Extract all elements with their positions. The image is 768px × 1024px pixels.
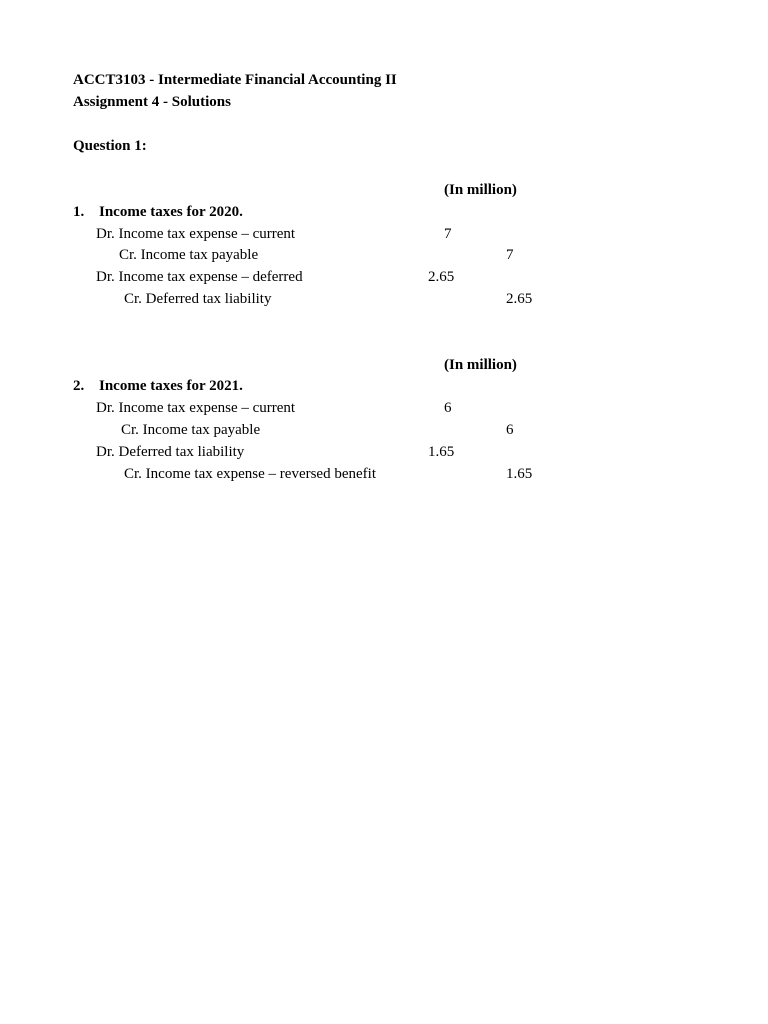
journal-line-text: Cr. Income tax expense – reversed benefit (124, 466, 376, 482)
journal-line-text: Dr. Income tax expense – current (96, 400, 296, 416)
journal-line-text: Cr. Income tax payable (119, 247, 259, 263)
unit-label: (In million) (444, 357, 517, 373)
credit-amount: 6 (506, 422, 514, 438)
unit-label: (In million) (444, 182, 517, 198)
journal-line-text: Dr. Income tax expense – deferred (96, 269, 303, 285)
course-title: ACCT3103 - Intermediate Financial Accounting II (73, 72, 397, 88)
debit-amount: 6 (444, 400, 452, 416)
debit-amount: 7 (444, 226, 452, 242)
debit-amount: 1.65 (428, 444, 455, 460)
entry-number: 1. (73, 204, 85, 220)
credit-amount: 1.65 (506, 466, 533, 482)
journal-line-text: Dr. Income tax expense – current (96, 226, 296, 242)
entry-title: Income taxes for 2020. (99, 204, 243, 220)
credit-amount: 7 (506, 247, 514, 263)
entry-title: Income taxes for 2021. (99, 378, 243, 394)
journal-line-text: Dr. Deferred tax liability (96, 444, 245, 460)
credit-amount: 2.65 (506, 291, 533, 307)
journal-line-text: Cr. Deferred tax liability (124, 291, 272, 307)
journal-line-text: Cr. Income tax payable (121, 422, 261, 438)
assignment-title: Assignment 4 - Solutions (73, 94, 231, 110)
question-heading: Question 1: (73, 138, 147, 154)
entry-number: 2. (73, 378, 85, 394)
debit-amount: 2.65 (428, 269, 455, 285)
